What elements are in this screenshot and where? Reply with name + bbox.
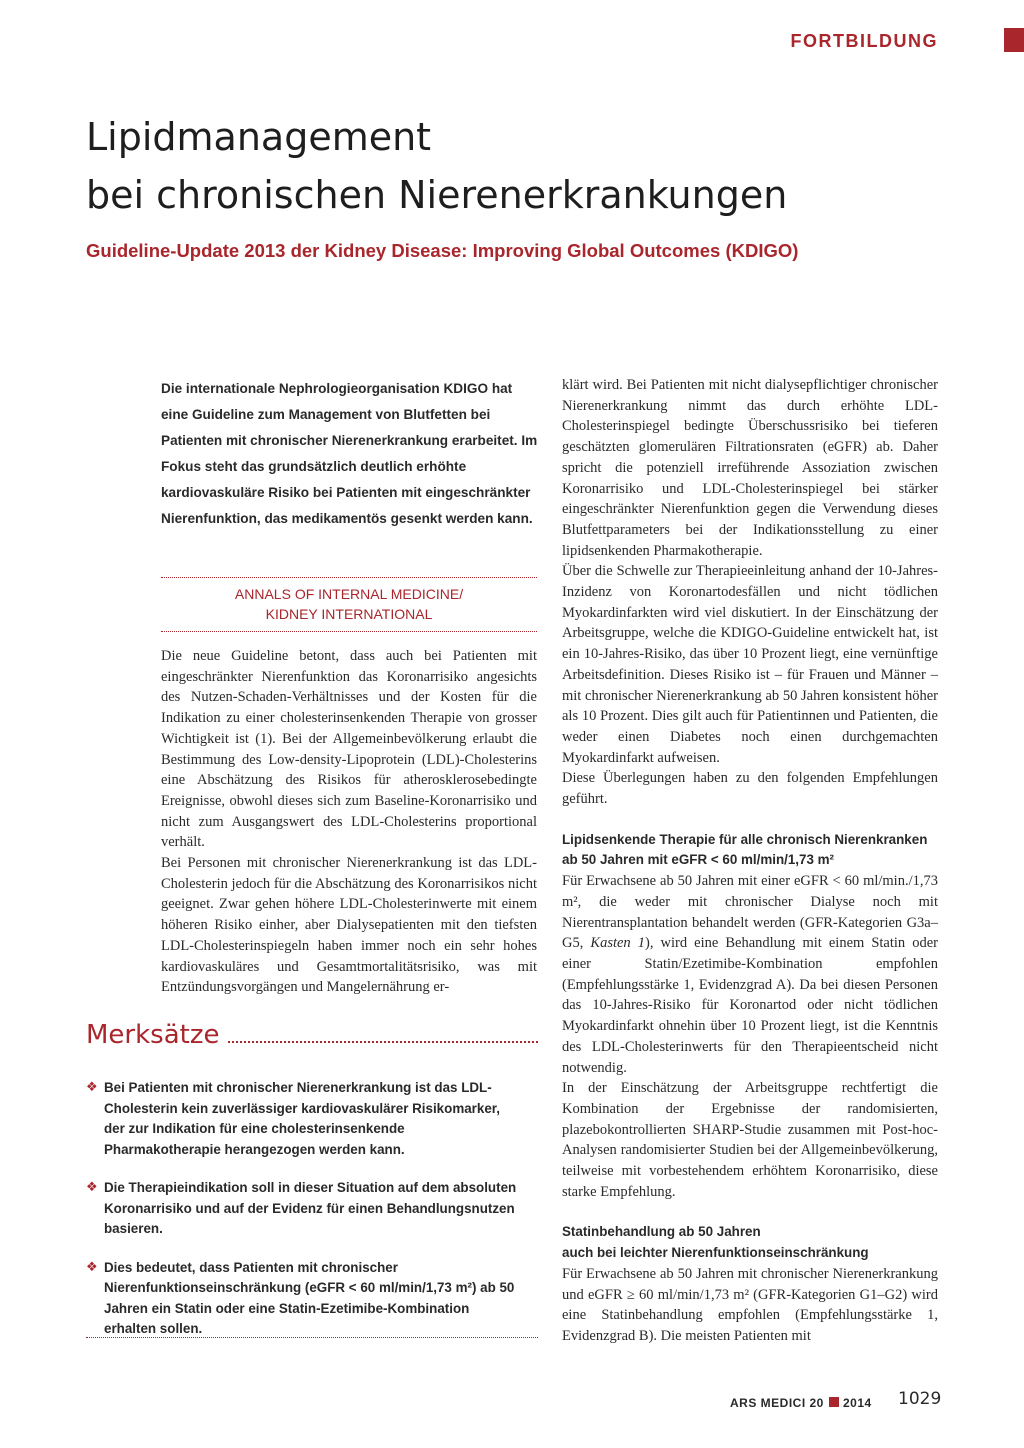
section-label: FORTBILDUNG — [790, 31, 938, 51]
article-title — [86, 108, 966, 224]
body-paragraph: In der Einschätzung der Arbeitsgruppe rechtfertigt die Kombination der Ergebnisse der randomisierten, plazebokontrollierten SHARP-Studie zusammen mit Post-hoc-Analysen randomisierter Studien bei der Allgemeinbevölkerung, teilweise mit vorbestehendem erhöhtem Koronarrisiko, diese starke Empfehlung. — [562, 1080, 938, 1200]
box-reference: Kasten 1 — [590, 935, 645, 952]
merksaetze-dotted-rule — [228, 1041, 539, 1043]
diamond-bullet-icon: ❖ — [86, 1080, 98, 1095]
section-heading-line-1: Statinbehandlung ab 50 Jahren — [562, 1224, 761, 1240]
merksaetze-bottom-divider — [86, 1337, 538, 1338]
merksatz-text: Dies bedeutet, dass Patienten mit chronischer Nierenfunktionseinschränkung (eGFR < 60 ml/min/1,73 m²) ab 50 Jahren ein Statin oder eine Statin-Ezetimibe-Kombination erhalten sollen. — [104, 1259, 515, 1336]
section-heading-line-1: Lipidsenkende Therapie für alle chronisch Nierenkranken — [562, 831, 928, 847]
merksaetze-list — [86, 1078, 538, 1358]
merksaetze-heading — [86, 1020, 538, 1050]
body-text: Für Erwachsene ab 50 Jahren mit einer eGFR < 60 ml/min./1,73 m², die weder mit chronischer Dialyse noch mit Nierentransplantation behandelt werden (GFR-Kategorien G3a–G5, — [562, 873, 938, 952]
body-paragraph: Diese Überlegungen haben zu den folgenden Empfehlungen geführt. — [562, 770, 938, 808]
diamond-bullet-icon: ❖ — [86, 1180, 98, 1195]
footer-year: 2014 — [843, 1396, 872, 1410]
section-marker-square — [1004, 28, 1024, 52]
body-paragraph: Für Erwachsene ab 50 Jahren mit chronischer Nierenerkrankung und eGFR ≥ 60 ml/min/1,73 m² (GFR-Kategorien G1–G2) wird eine Statinbehandlung empfohlen (Empfehlungsstärke 1, Evidenzgrad B). Die meisten Patienten mit — [562, 1265, 938, 1344]
section-heading-line-2: ab 50 Jahren mit eGFR < 60 ml/min/1,73 m² — [562, 852, 835, 868]
body-paragraph: klärt wird. Bei Patienten mit nicht dialysepflichtiger chronischer Nierenerkrankung nimmt das durch erhöhte LDL-Cholesterinspiegel bedingte Überschussrisiko bei tieferen geschätzten glomerulären Filtrationsraten (eGFR) ab. Daher spricht die potenziell irreführende Assoziation zwischen Koronarrisiko und LDL-Cholesterinspiegel bei stärker eingeschränkter Nierenfunktion gegen die Verwendung dieses Blutfettparameters bei der Indikationsstellung zu einer lipidsenkenden Pharmakotherapie. — [562, 377, 938, 559]
lead-paragraph: Die internationale Nephrologieorganisation KDIGO hat eine Guideline zum Management von Blutfetten bei Patienten mit chronischer Nierenerkrankung erarbeitet. Im Fokus steht das grundsätzlich deutlich erhöhte kardiovaskuläre Risiko bei Patienten mit eingeschränkter Nierenfunktion, das medikamentös gesenkt werden kann. — [161, 381, 538, 526]
body-text: ), wird eine Behandlung mit einem Statin oder einer Statin/Ezetimibe-Kombination empfohlen (Empfehlungsstärke 1, Evidenzgrad A). Da bei diesen Personen das 10-Jahres-Risiko für Koronartod oder nicht tödlichen Myokardinfarkt ohnehin über 10 Prozent liegt, ist die Kenntnis des LDL-Cholesterinwerts für den Therapieentscheid nicht notwendig. — [562, 935, 938, 1076]
source-text — [161, 578, 537, 631]
section-heading — [562, 830, 938, 871]
body-paragraph — [562, 871, 938, 1078]
section-heading-line-2: auch bei leichter Nierenfunktionseinschränkung — [562, 1245, 869, 1261]
merksatz-text: Bei Patienten mit chronischer Nierenerkrankung ist das LDL-Cholesterin kein zuverlässiger kardiovaskulärer Risikomarker, der zur Indikation für eine cholesterinsenkende Pharmakotherapie herangezogen werden kann. — [104, 1080, 500, 1157]
left-column-body — [161, 646, 537, 998]
body-paragraph: Bei Personen mit chronischer Nierenerkrankung ist das LDL-Cholesterin jedoch für die Abschätzung des Koronarrisikos nicht geeignet. Zwar gehen höhere LDL-Cholesterinwerte mit einem höheren Risiko einher, aber Dialysepatienten mit den tiefsten LDL-Cholesterinspiegeln haben immer noch ein sehr hohes kardiovaskuläres und Gesamtmortalitätsrisiko, was mit Entzündungsvorgängen und Mangelernährung er- — [161, 855, 537, 996]
source-box — [161, 577, 537, 632]
title-line-2: bei chronischen Nierenerkrankungen — [86, 173, 788, 217]
page-number: 1029 — [898, 1389, 942, 1409]
diamond-bullet-icon: ❖ — [86, 1259, 98, 1275]
footer-journal: ARS MEDICI 20 — [730, 1396, 824, 1410]
merksaetze-title: Merksätze — [86, 1020, 220, 1050]
source-line-1: ANNALS OF INTERNAL MEDICINE/ — [234, 586, 464, 602]
footer-square-icon — [829, 1397, 839, 1407]
source-divider-bottom — [161, 631, 537, 632]
section-heading — [562, 1222, 938, 1263]
right-column-body — [562, 375, 938, 1347]
list-item — [86, 1178, 538, 1240]
source-line-2: KIDNEY INTERNATIONAL — [265, 606, 433, 622]
title-line-1: Lipidmanagement — [86, 115, 432, 159]
article-subtitle: Guideline-Update 2013 der Kidney Disease: Improving Global Outcomes (KDIGO) — [86, 240, 799, 261]
list-item — [86, 1078, 538, 1160]
list-item — [86, 1258, 538, 1340]
merksatz-text: Die Therapieindikation soll in dieser Situation auf dem absoluten Koronarrisiko und auf der Evidenz für einen Behandlungsnutzen basieren. — [104, 1180, 517, 1236]
body-paragraph: Über die Schwelle zur Therapieeinleitung anhand der 10-Jahres-Inzidenz von Koronartodesfällen und nicht tödlichen Myokardinfarkten wird viel diskutiert. In der Einschätzung der Arbeitsgruppe, welche die KDIGO-Guideline entwickelt hat, ist ein 10-Jahres-Risiko, das über 10 Prozent liegt, eine vernünftige Arbeitsdefinition. Dieses Risiko ist – für Frauen und Männer – mit chronischer Nierenerkrankung ab 50 Jahren konsistent höher als 10 Prozent. Dies gilt auch für Patientinnen und Patienten, die weder einen Diabetes noch einen durchgemachten Myokardinfarkt aufweisen. — [562, 563, 938, 766]
body-paragraph: Die neue Guideline betont, dass auch bei Patienten mit eingeschränkter Nierenfunktion das Koronarrisiko angesichts des Nutzen-Schaden-Verhältnisses und der Kosten für die Indikation zu einer cholesterinsenkenden Therapie von grosser Wichtigkeit ist (1). Bei der Allgemeinbevölkerung erlaubt die Bestimmung des Low-density-Lipoprotein (LDL)-Cholesterins eine Abschätzung des Risikos für atherosklerosebedingte Ereignisse, obwohl dieses sich zum Baseline-Koronarrisiko und nicht zum Ausgangswert des LDL-Cholesterins proportional verhält. — [161, 648, 537, 851]
